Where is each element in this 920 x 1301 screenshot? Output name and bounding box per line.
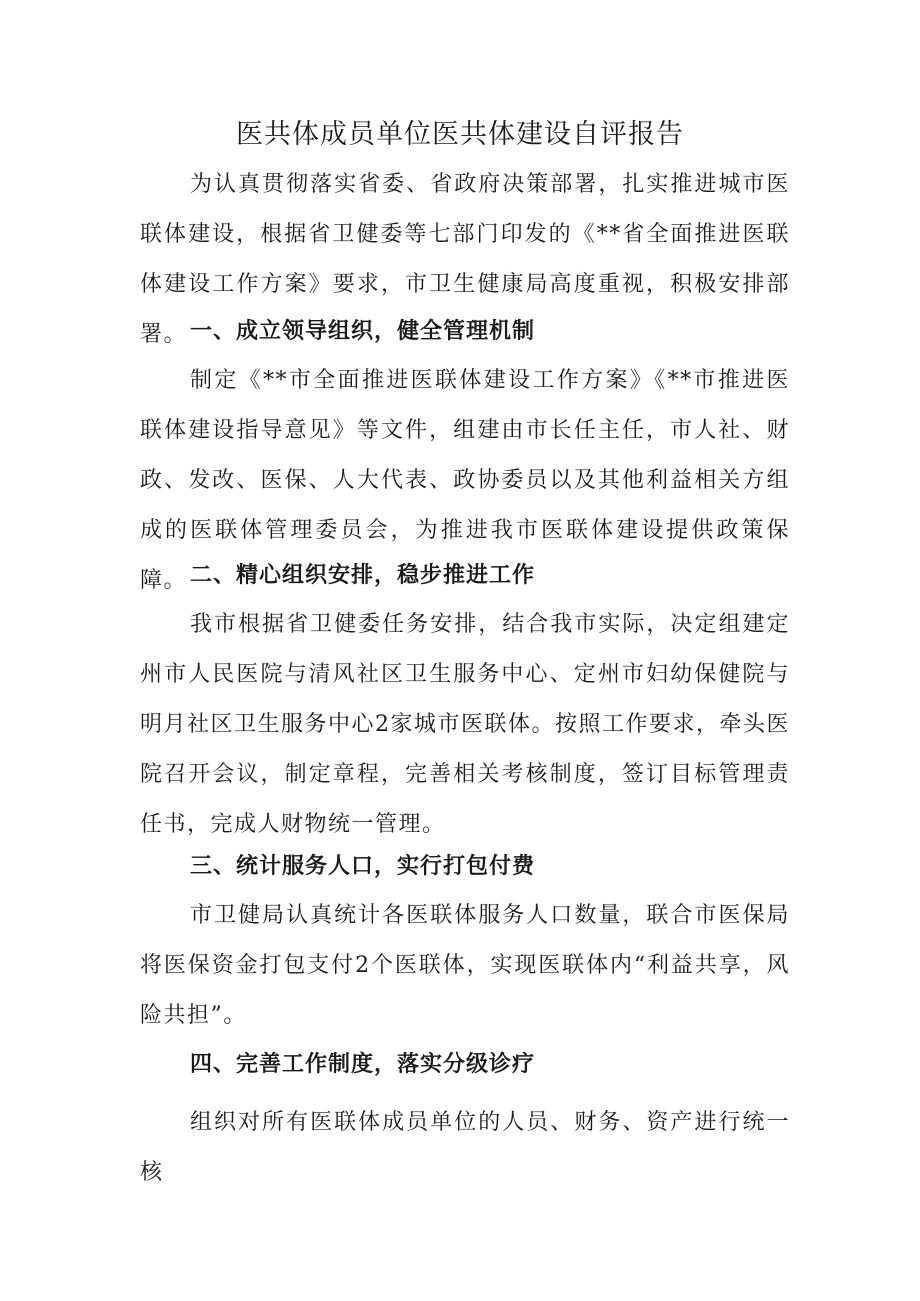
section-2-body: 我市根据省卫健委任务安排，结合我市实际，决定组建定州市人民医院与清风社区卫生服务中心、定州市妇幼保健院与明月社区卫生服务中心2家城市医联体。按照工作要求，牵头医院召开会议，制定章程，完善相关考核制度，签订目标管理责任书，完成人财物统一管理。 — [140, 612, 790, 837]
section-3-body: 市卫健局认真统计各医联体服务人口数量，联合市医保局将医保资金打包支付2个医联体，实现医联体内“利益共享，风险共担”。 — [140, 903, 790, 1028]
section-2-heading: 二、精心组织安排，稳步推进工作 — [190, 563, 536, 588]
intro-paragraph: 为认真贯彻落实省委、省政府决策部署，扎实推进城市医联体建设，根据省卫健委等七部门印发的《**省全面推进医联体建设工作方案》要求，市卫生健康局高度重视，积极安排部署。 — [140, 172, 790, 347]
section-1-heading: 一、成立领导组织，健全管理机制 — [190, 319, 536, 344]
section-4-heading: 四、完善工作制度，落实分级诊疗 — [190, 1052, 536, 1077]
section-4-body: 组织对所有医联体成员单位的人员、财务、资产进行统一核 — [140, 1110, 790, 1185]
section-3-heading: 三、统计服务人口，实行打包付费 — [190, 854, 536, 879]
document-title: 医共体成员单位医共体建设自评报告 — [236, 119, 684, 150]
section-1-body: 制定《**市全面推进医联体建设工作方案》《**市推进医联体建设指导意见》等文件，组建由市长任主任，市人社、财政、发改、医保、人大代表、政协委员以及其他利益相关方组成的医联体管理委员会，为推进我市医联体建设提供政策保障。 — [140, 368, 790, 593]
